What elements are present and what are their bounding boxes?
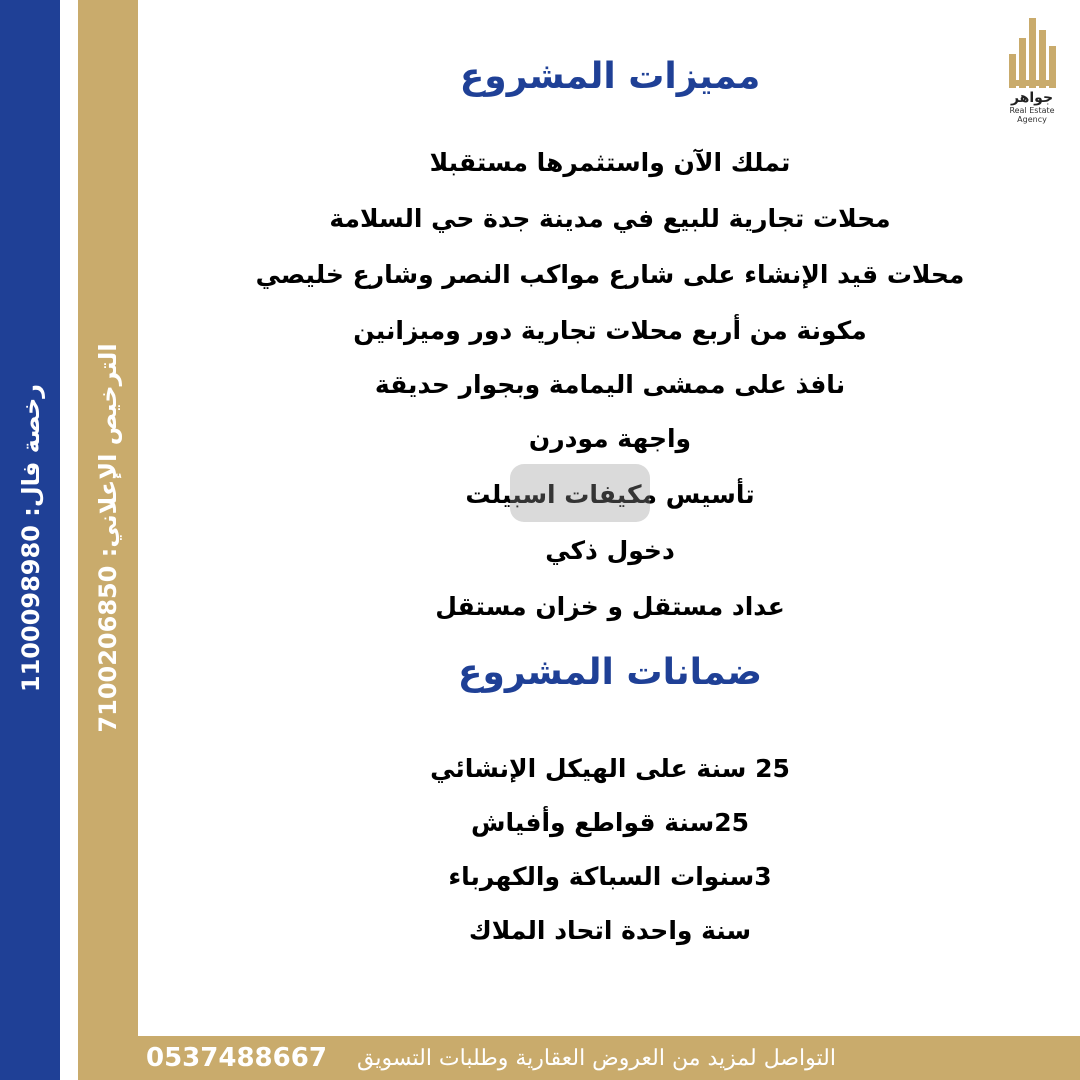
guarantee-item: سنة واحدة اتحاد الملاك bbox=[468, 916, 752, 945]
footer-content bbox=[146, 1040, 836, 1076]
watermark-overlay bbox=[510, 464, 650, 522]
feature-item: تأسيس مكيفات اسبيلت bbox=[465, 480, 755, 509]
feature-item: دخول ذكي bbox=[545, 536, 675, 565]
feature-item: واجهة مودرن bbox=[528, 424, 692, 453]
ad-license-text: الترخيص الإعلاني: 7100206850 bbox=[94, 343, 122, 733]
feature-item: نافذ على ممشى اليمامة وبجوار حديقة bbox=[374, 370, 846, 399]
feature-item: محلات قيد الإنشاء على شارع مواكب النصر وشارع خليصي bbox=[255, 260, 965, 289]
features-title: مميزات المشروع bbox=[459, 56, 761, 97]
fal-license-text: رخصة فال: 1100098980 bbox=[17, 383, 45, 693]
logo-english-name: Real Estate Agency bbox=[1009, 106, 1055, 124]
feature-item: عداد مستقل و خزان مستقل bbox=[435, 592, 785, 621]
guarantee-item: 25 سنة على الهيكل الإنشائي bbox=[430, 754, 790, 783]
guarantee-item: 3سنوات السباكة والكهرباء bbox=[448, 862, 772, 891]
feature-item: تملك الآن واستثمرها مستقبلا bbox=[429, 148, 791, 177]
contact-phone[interactable]: 0537488667 bbox=[146, 1043, 327, 1073]
contact-text: التواصل لمزيد من العروض العقارية وطلبات التسويق bbox=[357, 1045, 836, 1071]
guarantee-item: 25سنة قواطع وأفياش bbox=[471, 808, 749, 837]
logo-arabic-name: جواهر bbox=[1010, 90, 1054, 106]
feature-item: محلات تجارية للبيع في مدينة جدة حي السلامة bbox=[329, 204, 891, 233]
feature-item: مكونة من أربع محلات تجارية دور وميزانين bbox=[353, 316, 867, 345]
guarantees-title: ضمانات المشروع bbox=[457, 652, 763, 693]
